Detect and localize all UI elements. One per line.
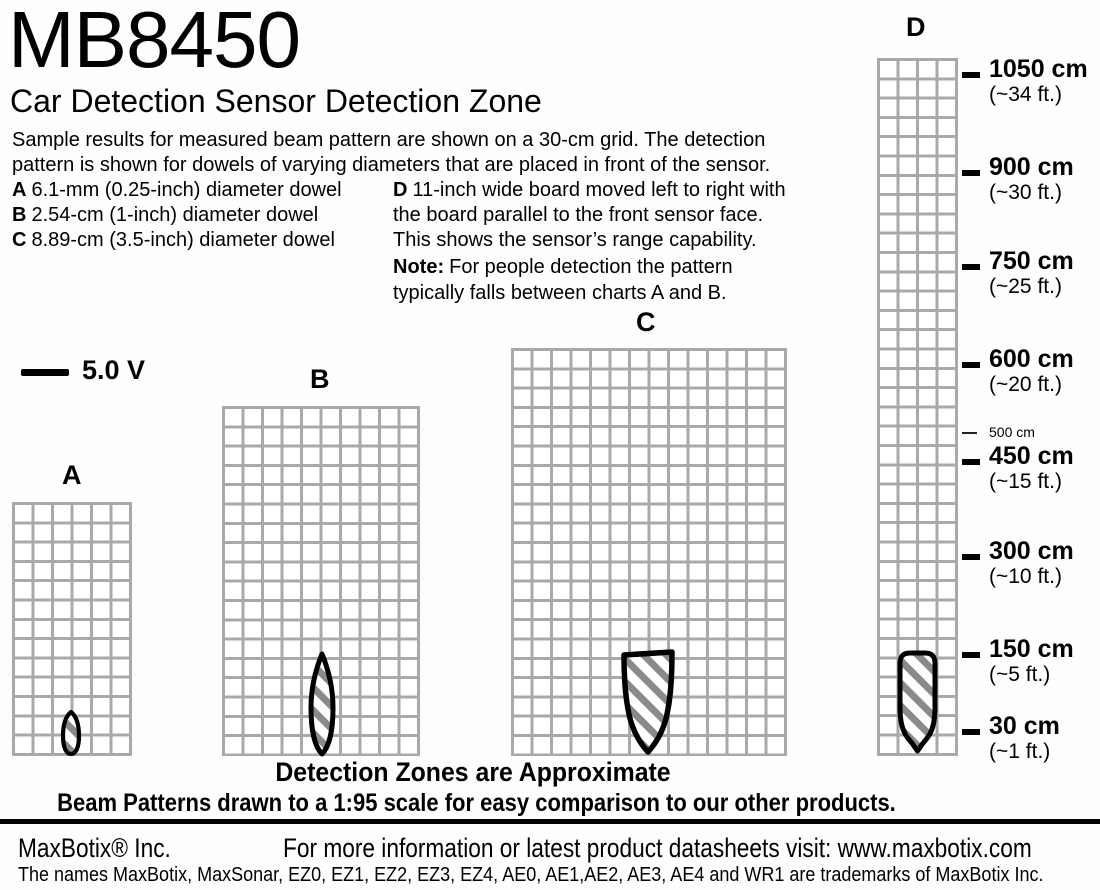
grid-label-b: B — [310, 364, 330, 394]
scale-tick — [962, 362, 980, 368]
range-label — [989, 713, 1060, 763]
beam-pattern-b — [304, 651, 340, 757]
range-label-ft: (~25 ft.) — [989, 275, 1062, 298]
range-label-cm: 500 cm — [989, 424, 1035, 440]
description-line-2: pattern is shown for dowels of varying diameters that are placed in front of the sensor. — [12, 154, 771, 176]
range-label-cm: 900 cm — [989, 153, 1074, 181]
range-label — [989, 636, 1074, 686]
legend-key-b: B — [12, 204, 27, 226]
range-label — [989, 424, 1035, 440]
legend-item-b — [12, 203, 318, 227]
voltage-legend-label: 5.0 V — [82, 355, 146, 385]
page-title: MB8450 — [8, 0, 300, 84]
footer-company: MaxBotix® Inc. — [18, 833, 171, 863]
range-label — [989, 346, 1074, 396]
scale-tick — [962, 459, 980, 465]
scale-tick — [962, 432, 977, 434]
range-label-ft: (~1 ft.) — [989, 740, 1051, 763]
legend-key-c: C — [12, 229, 27, 251]
range-label-cm: 600 cm — [989, 345, 1074, 373]
range-label — [989, 56, 1088, 106]
footer-info: For more information or latest product datasheets visit: www.maxbotix.com — [283, 833, 1032, 863]
range-label-cm: 150 cm — [989, 635, 1074, 663]
range-label-cm: 300 cm — [989, 537, 1074, 565]
legend-text-a: 6.1-mm (0.25-inch) diameter dowel — [31, 179, 342, 201]
scale-tick — [962, 170, 980, 176]
range-label-ft: (~5 ft.) — [989, 663, 1051, 686]
beam-pattern-a — [57, 709, 85, 757]
range-label — [989, 443, 1074, 493]
description-line-1: Sample results for measured beam pattern are shown on a 30-cm grid. The detection — [12, 129, 766, 151]
legend-key-d: D — [393, 179, 408, 201]
range-label-cm: 750 cm — [989, 247, 1074, 275]
range-label-ft: (~10 ft.) — [989, 565, 1062, 588]
footer-divider — [0, 819, 1100, 824]
scale-note: Beam Patterns drawn to a 1:95 scale for easy comparison to our other products. — [57, 789, 896, 817]
note-text-1: For people detection the pattern — [449, 256, 733, 278]
legend-text-c: 8.89-cm (3.5-inch) diameter dowel — [31, 229, 335, 251]
scale-tick — [962, 554, 980, 560]
grid-label-d: D — [906, 12, 926, 42]
beam-pattern-d — [893, 648, 942, 756]
approx-note: Detection Zones are Approximate — [275, 757, 671, 787]
range-label-ft: (~34 ft.) — [989, 83, 1062, 106]
range-label-cm: 30 cm — [989, 712, 1060, 740]
legend-item-d — [393, 178, 786, 202]
legend-item-a — [12, 178, 342, 202]
note-line-1 — [393, 255, 733, 279]
footer-trademark: The names MaxBotix, MaxSonar, EZ0, EZ1, EZ2, EZ3, EZ4, AE0, AE1,AE2, AE3, AE4 and WR1 are trademarks of MaxBotix Inc. — [18, 864, 1044, 886]
legend-text-d2: the board parallel to the front sensor face. — [393, 204, 764, 226]
grid-label-a: A — [62, 460, 82, 490]
scale-tick — [962, 729, 980, 735]
range-label-ft: (~20 ft.) — [989, 373, 1062, 396]
legend-item-c — [12, 228, 335, 252]
legend-text-d3: This shows the sensor’s range capability. — [393, 229, 757, 251]
voltage-legend-line — [21, 369, 69, 376]
note-label: Note: — [393, 256, 445, 278]
scale-tick — [962, 72, 980, 78]
grid-label-c: C — [636, 307, 656, 337]
range-label — [989, 248, 1074, 298]
note-text-2: typically falls between charts A and B. — [393, 282, 727, 304]
range-label-cm: 1050 cm — [989, 55, 1088, 83]
range-label-ft: (~15 ft.) — [989, 470, 1062, 493]
page-subtitle: Car Detection Sensor Detection Zone — [10, 83, 542, 119]
range-label-cm: 450 cm — [989, 442, 1074, 470]
range-label-ft: (~30 ft.) — [989, 181, 1062, 204]
beam-pattern-c — [619, 648, 677, 756]
legend-text-d1: 11-inch wide board moved left to right with — [412, 179, 786, 201]
legend-text-b: 2.54-cm (1-inch) diameter dowel — [31, 204, 319, 226]
scale-tick — [962, 264, 980, 270]
legend-key-a: A — [12, 179, 27, 201]
scale-tick — [962, 652, 980, 658]
range-label — [989, 154, 1074, 204]
range-label — [989, 538, 1074, 588]
